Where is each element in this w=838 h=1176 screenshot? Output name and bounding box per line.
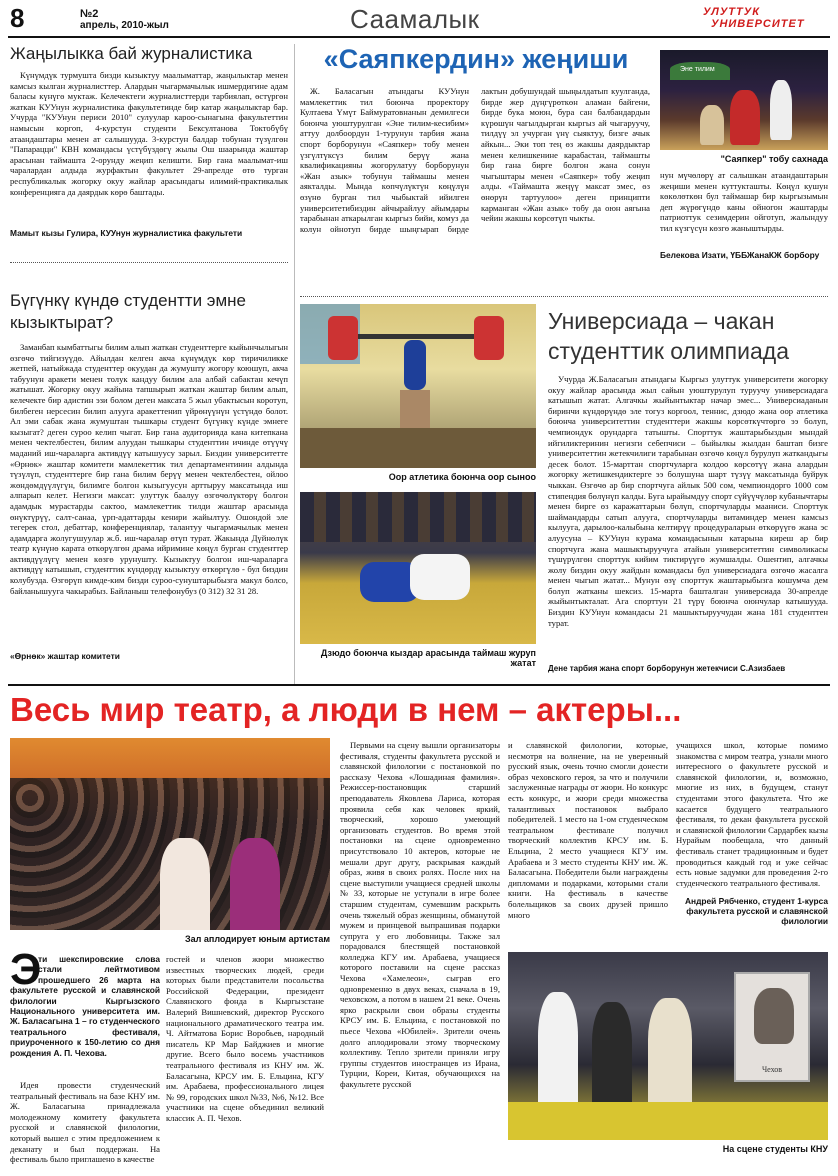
article3-title: «Саяпкердин» жеңиши xyxy=(323,44,629,74)
article3-body: Ж. Баласагын атындагы КУУнун мамлекеттик тил боюнча проректору Култаева Үмүт Баймуратовнанын демилгеси боюнча уюштурулган «Эне тилим-кесибим» аттуу долбоордун 1-турунун тарбия жана спорт борборунун «Саяпкер» тобу менен үзгүлтүксүз билим берүү жана квалификацияны жогорулатуу борборунун «Жан азык» тобунун таймашы менен аякталды. Мында көпчүлүктүн көңүлүн өзүнө бурган тил чыбыктай ийилген университетибиздин айчырайлуу айымдары тарабынан аткарылган кыргыз бийи, комуз да колун ойнотуп бирде шыңгырап бирде лактын добушундай шыңылдатып куулганда, бирде жер дүңгүрөткөн аламан байгени, бирде бука моюн, бура сан балбандардын күрөшүн чагылдырган кыргыз ай чыгаруучу, тилдүү эл учурган үнү сыяктуу, бизге ачык айкын... Эки топ тең өз жакшы даярдыктар менен келишкенине карабастан, таймашты бир гана бирге болгон жана сонун чыгыштары менен «Саяпкер» тобу жеңип алды. «Таймашта жеңүү максат эмес, өз өнөрүн тартуулоо» деген принципти карманган «Жан азык» тобу да оюн аягына чейин жакшы көрсөтүп чыкты. xyxy=(300,86,650,234)
stage-caption: На сцене студенты КНУ xyxy=(722,1144,828,1154)
article1-byline: Мамыт кызы Гулира, КУУнун журналистика факультети xyxy=(10,228,243,238)
logo-line2: УНИВЕРСИТЕТ xyxy=(711,18,805,30)
article4-byline: Дене тарбия жана спорт борборунун жетекчиси С.Азизбаев xyxy=(548,664,786,673)
article4-title: Универсиада – чакан студенттик олимпиада xyxy=(548,308,789,364)
feature-col2: Первыми на сцену вышли организаторы фестиваля, студенты факультета русской и славянской филологии с постановкой по рассказу Чехова «Лошадиная фамилия». Режиссер-постановщик старший преподаватель Яковлева Лариса, которая проявила себя как человек яркий, творческий, хорошо умеющий организовать студентов. Во время этой постановки на сцене одновременно присутствовало 10 актеров, которые не мешали друг другу, раскрывая каждый образ, живя в своих ролях. После них на сцене выступили учащиеся средней школы № 33, которые не уступали в игре более старшим студентам, сумевшим раскрыть очень тяжелый образ женщины, обманутой мужем и принцевой выпрашивая подарки супруга у его любовницы. Также зал порадовался блестящей постановкой колледжа КГУ им. Арабаева, учащиеся которого поставили на сцене рассказ Чехова «Хамелеон», сыграв его одновременно в двух веках, сначала в 19, чеховском, а потом в нашем 21 веке. Очень ярко раскрыли свои образы студенты КРСУ им. Б. Ельцина, с постановкой по пьесе Чехова «Юбилей». Зрители очень долго аплодировали этому творческому коллективу. Тепло зрители приняли игру группы студентов иностранцев из Ирана, Турции, Кореи, Китая, обучающихся на факультете русской xyxy=(340,740,500,1089)
issue-number: №2 xyxy=(80,8,99,20)
portrait-label: Чехов xyxy=(761,1065,783,1074)
feature-byline: Андрей Рябченко, студент 1-курса факультета русской и славянской филологии xyxy=(684,896,828,926)
sayapker-caption: "Саяпкер" тобу сахнада xyxy=(720,154,828,164)
article4-body: Учурда Ж.Баласагын атындагы Кыргыз улуттук университети жогорку окуу жайлар арасында жыл сайын уюштурулуп туруучу универсиадага катышып жатат. Алгачкы жыйынтыктар начар эмес... Универсиаданын биринчи күндөрүндө эле тогуз коргоол, теннис, дзюдо жана оор атлетика боюнча университеттин студенттери жакшы көрсөткүчтөргө ээ болуп, чемпиондук орундарга татышты. Спорттук жаштарыбыздын мындай ийгиликтеринин негизги себепчиси – быйылкы жылдан баштап бизге университеттин жетекчилиги тарабынан өзгөчө көңүл бурулуп жаткандыгы десек болот. 15-марттан спортчуларга колдоо көрсөтүү жана алардын жогорку жетишкендиктерге ээ болушуна шарт түзүү максатында буйрук чыккан. Өзгөчө ар бир спортчуга айлык 500 сом, чемпиондорго 1000 сом стипендия бөлүнүп калды. Буга ырайымдуу спорт сүйүүчүлөр кубанычтары менен бирге өз каражаттарын бөлүп, спортчуларды мааниси. Спорттук шаймандарды сатып алууга, спортчуларды витаминдер менен камсыз кылууга, дарылоо-калыбына келтирүү процедураларын өткөрүүгө жана эс алуусуна – КУУнун курама командасынын катарына киреш ар бир спортчуга жана машыктыруучуга атайын университеттин символикасы түшүрүлгөн спорттук кийим тиктирүүгө жумшалды. Ошентип, алгачкы жолу биздин окуу жайдын командасы бул универсиадага өзгөчө жасалга менен чыгып жатат... Мунун өзү спорттук жаштарыбызга кошумча дем болуп жатканы шексиз. 15-марта башталган универсиада 30-апрелде жыйынтыкталат. Ага спорттун 21 түрү боюнча оюнчулар катышууда. Биздин КУУнун командасы 21 машыктыруучудан жана 181 студенттен турат. xyxy=(548,374,828,628)
article2-byline: «Өрнөк» жаштар комитети xyxy=(10,651,120,661)
article3-byline: Белекова Изати, ҮББЖанаКЖ борбору xyxy=(660,250,820,260)
drop-cap: Э xyxy=(10,945,42,994)
article2-body: Заманбап кымбаттыгы билим алып жаткан студенттерге кыйынчылыгын өзгөчө тийгизүүдө. Айылдан келген акча күнүмдүк көр тиричиликке жетпей, натыйжада студенттер окуудан да жумушту жогору коюшуп, акча табуунун аракети менен толук кандуу билим ала албай сабактан кечүп жатышат. Жогорку окуу жайына тапшырып жаткан жаштар билим алып, келечекте бир адистин эзи болом деген максата 5 жыл убактысын коротуп, билбеген нерсесин билип алууга аракеттенип үйрөнүүнүн үстүндө болот. Ал эми сабак жана жумуштан тышкары студент бүгүнкү күнде эмнеге кызыгат? деген суроо келип чыгат. Бир гана аудиторияда кана китепкана менен чектелбестен, билим алуудан тышкары студенттин ичинде өтүүчү маданий иш-чараларга активдүү катышуусу зарыл. Биздин университетте «Өрнөк» жаштар комитети мамлекеттик тил департаментинин алдында түзүлүп, студенттерге бир гана билим берүү менен чектелбестен, ойлоо жөндөмдүүлүгүн, билимге болгон кызыгуусун арттыруу максатында иш алпарып келет. Негизги максат: улуттук баалуу өзгөчөлүктөрү болгон адамдык мурастарды сактоо, мамлекеттик тилди жаштар арасында өнүктүрүү, салт-санаа, үрп-адаттарды кенири жайылтуу. Ошондой эле тегерек стол, дебаттар, конференциялар, талантуу чыгармачылык менен адамдарга жолугушуулар ж.б. иш-чаралар өтүп турат. Жакында Дүйнөлүк театр күнүнө карата өткөрүлгөн драма ийримине көңүл бурган студенттер активдүүлүгү менен көзгө урунушту. Кызыктуу болгон иш-чараларга активдүү катышып, студенттик күндөрдү кызыктуу өткөргүлө - бул биздин колубузда. Өзгөрүп кимде-ким бизди суроо-сунуштарыбызга макул болсо, байланышууга чакырабыз. Байланыш телефонубуз (0 312) 32 31 28. xyxy=(10,342,288,596)
feature-title: Весь мир театр, а люди в нем – актеры... xyxy=(10,691,682,728)
judo-caption: Дзюдо боюнча кыздар арасында таймаш журуп жатат xyxy=(320,648,536,668)
weightlifting-photo xyxy=(300,304,536,468)
logo-line1: УЛУТТУК xyxy=(703,6,760,18)
divider xyxy=(10,262,288,263)
section-rule xyxy=(8,684,830,686)
university-logo xyxy=(703,6,831,32)
audience-caption: Зал аплодирует юным артистам xyxy=(185,934,330,944)
article3-side-text: нун мүчөлөрү ат салышкан атаандаштарын жеңиши менен куттукташты. Көңүл кушун көкөлөткөн бул таймашар бир кыргызымын деп жүрөгүндө каны ойногон жаштарды патриоттук сезимдерин ойготуп, жалындуу тил күзгүсүн көзгө жаныштырды. xyxy=(660,170,828,233)
feature-col4: учащихся школ, которые помимо знакомства с миром театра, узнали много интересного о факультете русской и славянской филологии, и, возможно, многие из них, в будущем, станут студентами этого факультета. Что же касается будущего театрального фестиваля, то декан факультета русской и славянской филологии Сардарбек кызы Нурайым пообещала, что данный фестиваль станет традиционным и будет проводиться каждый год и уже сейчас есть новые задумки для проведения 2-го студенческого театрального фестиваля. xyxy=(676,740,828,888)
audience-photo xyxy=(10,738,330,930)
feature-lead xyxy=(10,954,160,1080)
section-title: Саамалык xyxy=(350,4,480,34)
judo-photo xyxy=(300,492,536,644)
article1-title: Жаңылыкка бай журналистика xyxy=(10,44,253,63)
article2-title: Бүгүнкү күндө студентти эмне кызыктырат? xyxy=(10,291,246,332)
article1-body: Күнүмдүк турмушта бизди кызыктуу маалыматтар, жаңылыктар менен камсыз кылган журналисттер. Алардын чыгармачылык ишмердигине адам баласы күнүгө муктаж. Келечектеги журналисттерди тарбиялап, өстүргөн жаткан КУУнун журналистика факультетинде бир катар жаңылыктар бар. Учурда "КУУнун периси 2010" сулуулар кароо-сынагына факультеттин намысын коргоп, 4-курстун студенти Бексултанова Токтобүбү атаандаштары менен ат салышууда. 3-курстун балдар тобунан түзүлгөн "Папарацци" КВН командасы үстүбүздөгү жылы Ош шаарында жаштар арасынан таймашта 2-орунду жеңип келишти. Бир гана маалымат-иш чаралардан алдыда журфактын факультет 29-апрелде өтө турган республикалык жогорку окуу жайлар арасындагы илимий-практикалык конференцияга да даярдык көрө баштады. xyxy=(10,70,288,197)
feature-col1b: гостей и членов жюри множество известных творческих людей, среди которых были представители посольства Российской Федерации, президент Славянского фонда в Кыргызстане Валерий Вишневский, директор Русского национального драматического театра им. Ч. Айтматова Борис Воробьев, народный писатель КР Мар Байджиев и многие другие. Всего было восемь участников театрального фестиваля из КНУ им. Ж. Баласагына, КРСУ им. Б. Ельцина, КГУ им. Арабаева, профессионального лицея № 99, городских школ №33, №6, №12. Все участники на сцене объединил великий классик А. П. Чехов. xyxy=(166,954,324,1123)
page-number: 8 xyxy=(10,3,25,33)
sayapker-photo: Эне тилим xyxy=(660,50,828,150)
issue-date: апрель, 2010-жыл xyxy=(80,20,169,31)
column-divider xyxy=(294,44,295,684)
divider xyxy=(300,296,828,297)
feature-col3: и славянской филологии, которые, несмотря на волнение, на не уверенный русский язык, очень точно смогли донести образ чеховского героя, за что и получили заслуженные награды от жюри. Но конкурс есть конкурс, и жюри среди множества талантливых постановок выбрало победителей. 1 место на 1-ом студенческом театральном фестивале получил творческий коллектив КРСУ им. Б. Ельцина, 2 место учащиеся КГУ им. Арабаева и 3 место студенты КНУ им. Ж. Баласагына. Победители были награждены дипломами и подарками, которыми стали книги. На фестиваль в качестве болельщиков за своих друзей пришло много xyxy=(508,740,668,920)
feature-col1: Идея провести студенческий театральный фестиваль на базе КНУ им. Ж. Баласагына принадлежала молодежному комитету факультета русской и славянской филологии, который вышел с этим предложением к деканату и был поддержан. На фестиваль было приглашено в качестве xyxy=(10,1080,160,1165)
header-rule xyxy=(8,36,830,38)
weightlifting-caption: Оор атлетика боюнча оор сыноо xyxy=(388,472,536,482)
stage-photo xyxy=(508,952,828,1140)
feature-lead-text: ти шекспировские слова стали лейтмотивом прошедшего 26 марта на факультете русской и славянской филологии Кыргызского Национального университета им. Ж. Баласагына 1 – го студенческого театрального фестиваля, приуроченного к 150-летию со дня рождения А. П. Чехова. xyxy=(10,954,160,1058)
